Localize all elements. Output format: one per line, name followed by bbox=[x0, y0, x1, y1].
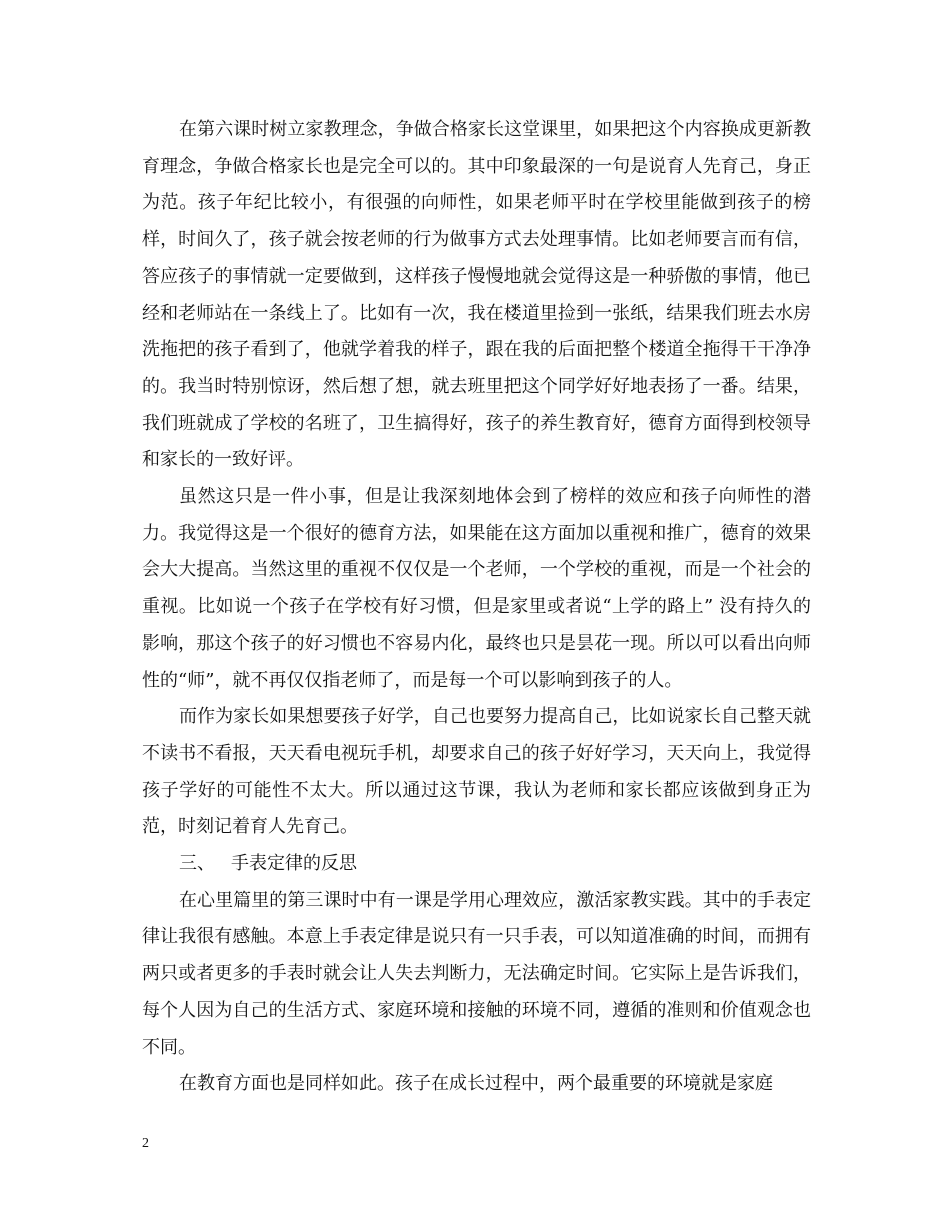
section-heading bbox=[142, 846, 811, 883]
document-body bbox=[142, 112, 811, 1103]
paragraph-teacher-influence: 虽然这只是一件小事，但是让我深刻地体会到了榜样的效应和孩子向师性的潜力。我觉得这是一个很好的德育方法，如果能在这方面加以重视和推广，德育的效果会大大提高。当然这里的重视不仅仅是一个老师，一个学校的重视，而是一个社会的重视。比如说一个孩子在学校有好习惯，但是家里或者说“上学的路上” 没有持久的影响，那这个孩子的好习惯也不容易内化，最终也只是昙花一现。所以可以看出向师性的“师”，就不再仅仅指老师了，而是每一个可以影响到孩子的人。 bbox=[142, 486, 811, 691]
page-number: 2 bbox=[142, 1136, 149, 1151]
paragraph-parents-example: 而作为家长如果想要孩子好学，自己也要努力提高自己，比如说家长自己整天就不读书不看报，天天看电视玩手机，却要求自己的孩子好好学习，天天向上，我觉得孩子学好的可能性不太大。所以通过这节课，我认为老师和家长都应该做到身正为范，时刻记着育人先育己。 bbox=[142, 706, 811, 838]
section-number: 三、 bbox=[179, 853, 215, 875]
paragraph-watch-law: 在心里篇里的第三课时中有一课是学用心理效应，激活家教实践。其中的手表定律让我很有感触。本意上手表定律是说只有一只手表，可以知道准确的时间，而拥有两只或者更多的手表时就会让人失去判断力，无法确定时间。它实际上是告诉我们，每个人因为自己的生活方式、家庭环境和接触的环境不同，遵循的准则和价值观念也不同。 bbox=[142, 889, 811, 1058]
paragraph-education-environment: 在教育方面也是同样如此。孩子在成长过程中，两个最重要的环境就是家庭 bbox=[179, 1073, 773, 1095]
section-title: 手表定律的反思 bbox=[231, 853, 357, 875]
paragraph-role-model: 在第六课时树立家教理念，争做合格家长这堂课里，如果把这个内容换成更新教育理念，争做合格家长也是完全可以的。其中印象最深的一句是说育人先育己，身正为范。孩子年纪比较小，有很强的向师性，如果老师平时在学校里能做到孩子的榜样，时间久了，孩子就会按老师的行为做事方式去处理事情。比如老师要言而有信，答应孩子的事情就一定要做到，这样孩子慢慢地就会觉得这是一种骄傲的事情，他已经和老师站在一条线上了。比如有一次，我在楼道里捡到一张纸，结果我们班去水房洗拖把的孩子看到了，他就学着我的样子，跟在我的后面把整个楼道全拖得干干净净的。我当时特别惊讶，然后想了想，就去班里把这个同学好好地表扬了一番。结果，我们班就成了学校的名班了，卫生搞得好，孩子的养生教育好，德育方面得到校领导和家长的一致好评。 bbox=[142, 119, 811, 471]
